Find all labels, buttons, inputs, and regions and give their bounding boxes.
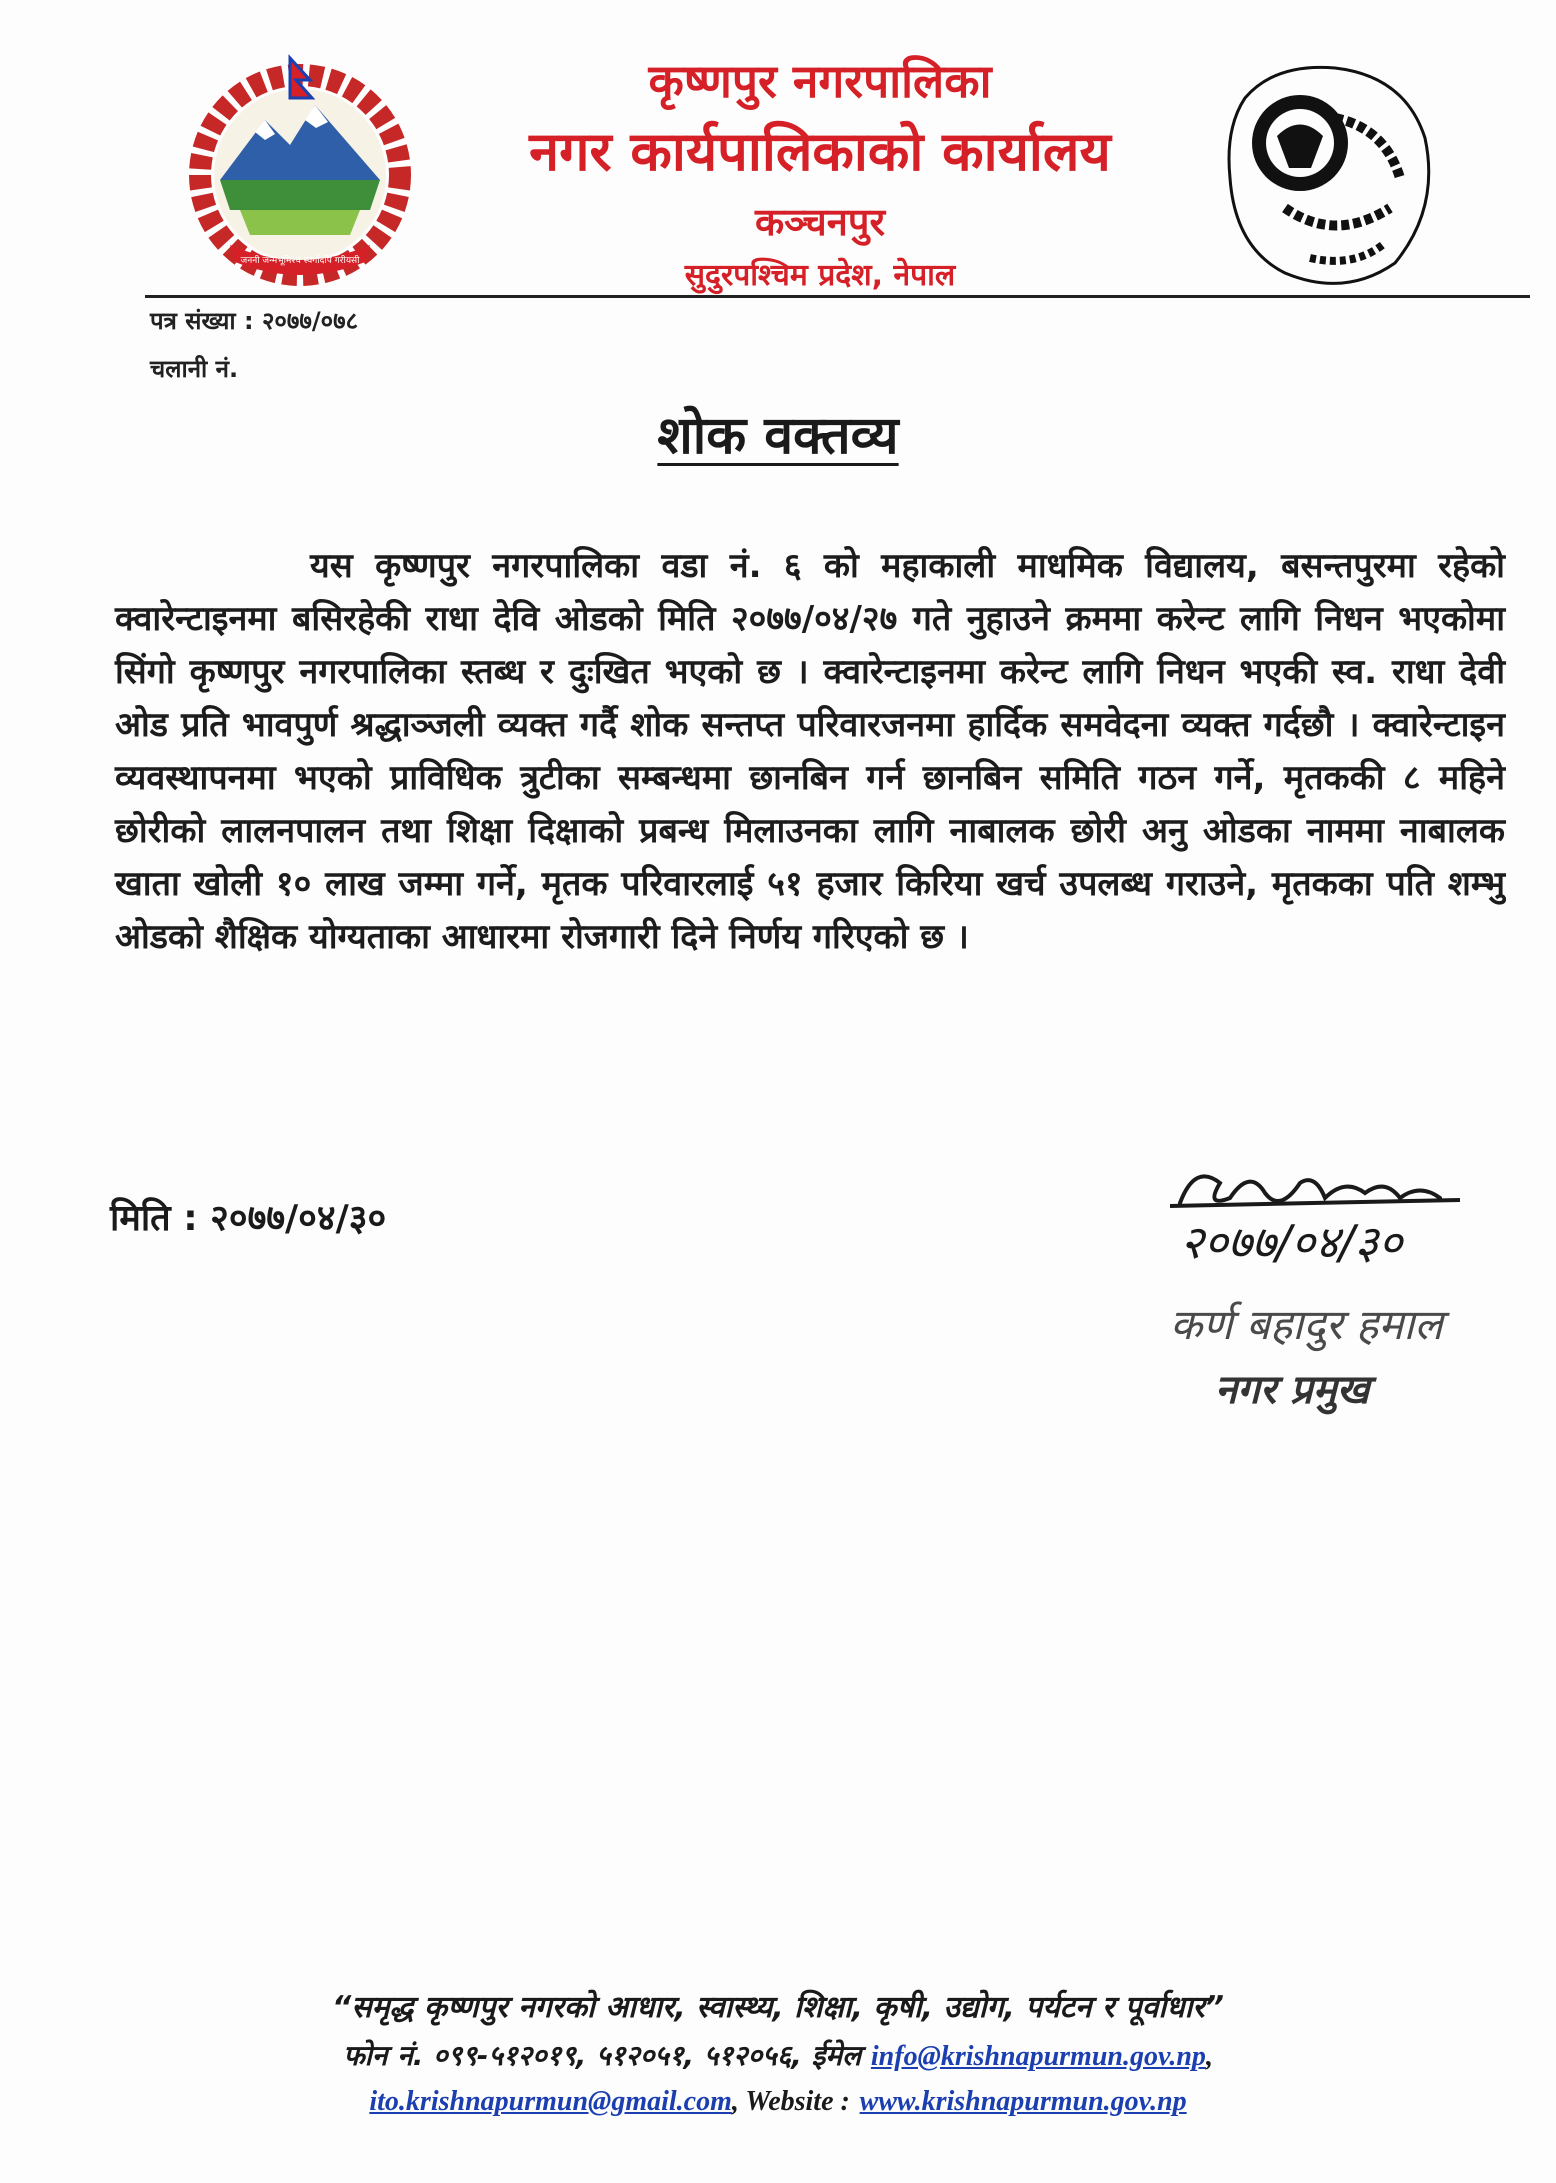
letterhead	[460, 50, 1180, 300]
header-divider	[145, 295, 1530, 298]
province-name: सुदुरपश्चिम प्रदेश, नेपाल	[684, 258, 956, 293]
dispatch-number: चलानी नं.	[150, 355, 239, 383]
signer-designation: नगर प्रमुख	[1215, 1367, 1370, 1413]
nepal-emblem-icon	[150, 50, 450, 290]
office-name: नगर कार्यपालिकाको कार्यालय	[529, 120, 1111, 183]
municipality-name: कृष्णपुर नगरपालिका	[648, 54, 992, 108]
footer-web-line	[0, 2084, 1556, 2118]
email-link-ito[interactable]: ito.krishnapurmun@gmail.com	[369, 2086, 732, 2117]
footer-contact-line	[0, 2036, 1556, 2074]
footer-comma: ,	[1205, 2041, 1213, 2072]
district-name: कञ्चनपुर	[754, 200, 886, 244]
signature-date: २०७७/०४/३०	[1180, 1215, 1403, 1269]
website-label: , Website :	[731, 2086, 850, 2117]
statement-body: यस कृष्णपुर नगरपालिका वडा नं. ६ को महाकाली माधमिक विद्यालय, बसन्तपुरमा रहेको क्वारेन्टाइनमा बसिरहेकी राधा देवि ओडको मिति २०७७/०४/२७ गते नुहाउने क्रममा करेन्ट लागि निधन भएकोमा सिंगो कृष्णपुर नगरपालिका स्तब्ध र दुःखित भएको छ । क्वारेन्टाइनमा करेन्ट लागि निधन भएकी स्व. राधा देवी ओड प्रति भावपुर्ण श्रद्धाञ्जली व्यक्त गर्दै शोक सन्तप्त परिवारजनमा हार्दिक समवेदना व्यक्त गर्दछौ । क्वारेन्टाइन व्यवस्थापनमा भएको प्राविधिक त्रुटीका सम्बन्धमा छानबिन गर्न छानबिन समिति गठन गर्ने, मृतककी ८ महिने छोरीको लालनपालन तथा शिक्षा दिक्षाको प्रबन्ध मिलाउनका लागि नाबालक छोरी अनु ओडका नाममा नाबालक खाता खोली १० लाख जम्मा गर्ने, मृतक परिवारलाई ५१ हजार किरिया खर्च उपलब्ध गराउने, मृतकका पति शम्भु ओडको शैक्षिक योग्यताका आधारमा रोजगारी दिने निर्णय गरिएको छ ।	[115, 546, 1505, 957]
handwritten-signature	[1160, 1148, 1500, 1278]
email-link-info[interactable]: info@krishnapurmun.gov.np	[870, 2041, 1206, 2072]
issue-date: मिति : २०७७/०४/३०	[110, 1198, 387, 1239]
website-link[interactable]: www.krishnapurmun.gov.np	[859, 2086, 1187, 2117]
title-text: शोक वक्तव्य	[657, 406, 899, 466]
footer-phone: फोन नं. ०९९-५१२०१९, ५१२०५१, ५१२०५६, ईमेल	[343, 2039, 862, 2072]
svg-text:जननी जन्मभूमिश्च स्वर्गादपि गर: जननी जन्मभूमिश्च स्वर्गादपि गरीयसी	[240, 256, 360, 266]
footer-slogan: “समृद्ध कृष्णपुर नगरको आधार, स्वास्थ्य, शिक्षा, कृषी, उद्योग, पर्यटन र पूर्वाधार”	[332, 1990, 1224, 2025]
letter-number: पत्र संख्या : २०७७/०७८	[150, 307, 359, 335]
document-title	[0, 398, 1556, 469]
signer-name: कर्ण बहादुर हमाल	[1170, 1300, 1443, 1349]
office-seal-icon	[1215, 58, 1440, 298]
